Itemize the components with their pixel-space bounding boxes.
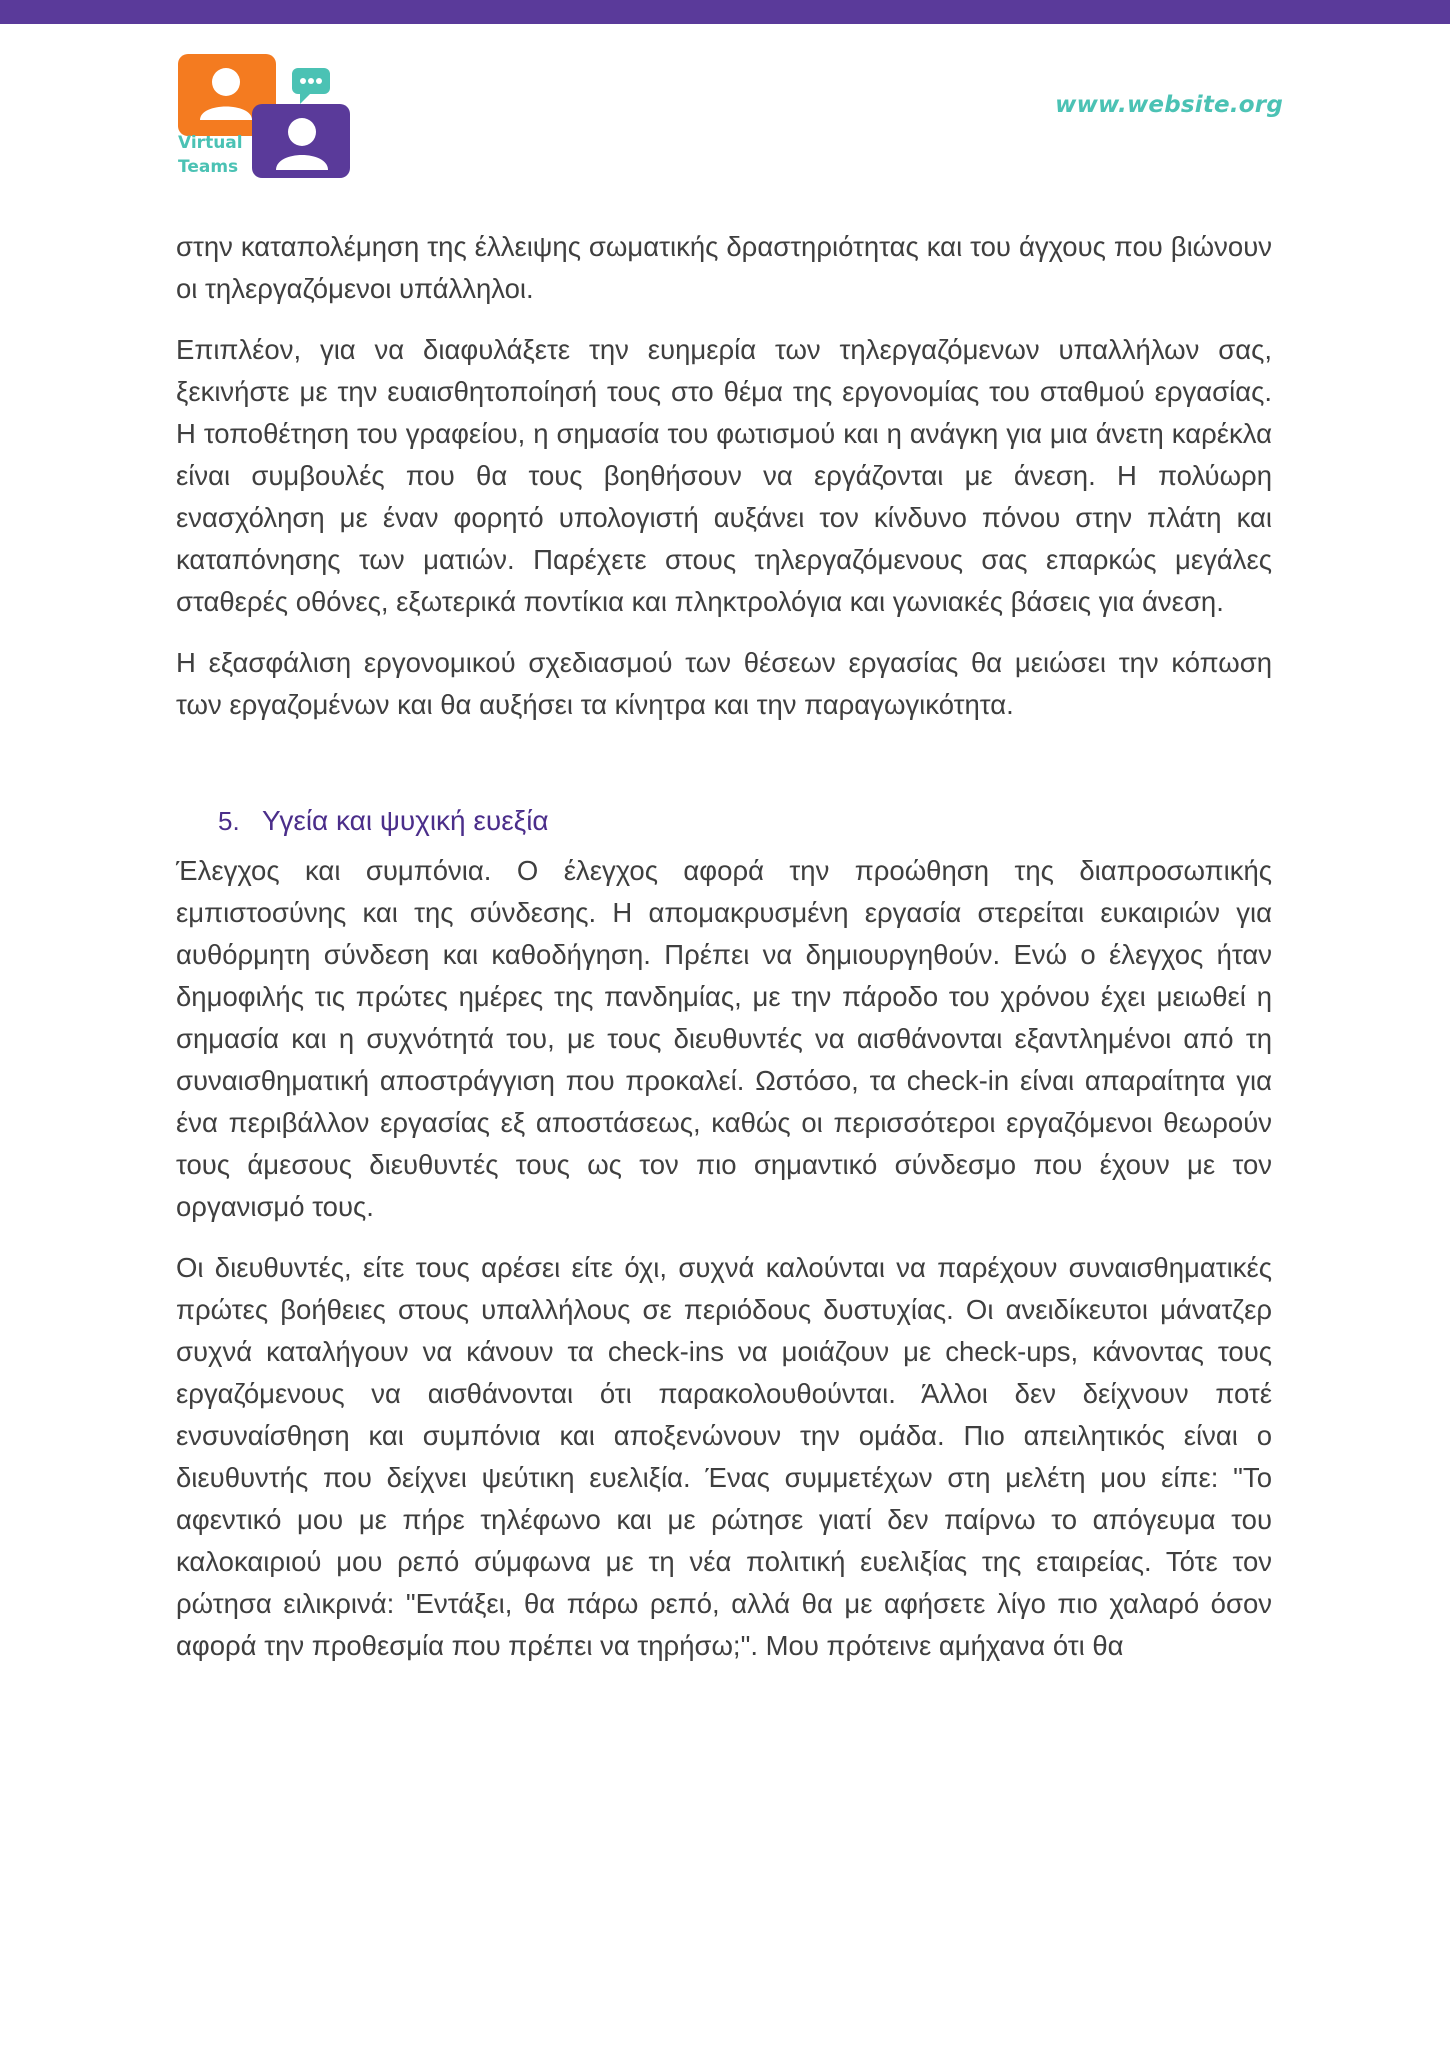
logo-text-virtual: Virtual	[178, 133, 243, 153]
section-title: Υγεία και ψυχική ευεξία	[262, 805, 549, 836]
logo-text-teams: Teams	[178, 157, 239, 177]
top-accent-bar	[0, 0, 1450, 24]
virtual-teams-logo	[176, 52, 356, 182]
paragraph: στην καταπολέμηση της έλλειψης σωματικής δραστηριότητας και του άγχους που βιώνουν οι τηλεργαζόμενοι υπάλληλοι.	[176, 231, 1272, 304]
paragraph: Οι διευθυντές, είτε τους αρέσει είτε όχι, συχνά καλούνται να παρέχουν συναισθηματικές πρώτες βοήθειες στους υπαλλήλους σε περιόδους δυστυχίας. Οι ανειδίκευτοι μάνατζερ συχνά καταλήγουν να κάνουν τα check-ins να μοιάζουν με check-ups, κάνοντας τους εργαζόμενους να αισθάνονται ότι παρακολουθούνται. Άλλοι δεν δείχνουν ποτέ ενσυναίσθηση και συμπόνια και αποξενώνουν την ομάδα. Πιο απειλητικός είναι ο διευθυντής που δείχνει ψεύτικη ευελιξία. Ένας συμμετέχων στη μελέτη μου είπε: "Το αφεντικό μου με πήρε τηλέφωνο και με ρώτησε γιατί δεν παίρνω το απόγευμα του καλοκαιριού μου ρεπό σύμφωνα με τη νέα πολιτική ευελιξίας της εταιρείας. Τότε τον ρώτησα ειλικρινά: "Εντάξει, θα πάρω ρεπό, αλλά θα με αφήσετε λίγο πιο χαλαρό όσον αφορά την προθεσμία που πρέπει να τηρήσω;". Μου πρότεινε αμήχανα ότι θα	[176, 1252, 1272, 1661]
paragraph: Η εξασφάλιση εργονομικού σχεδιασμού των θέσεων εργασίας θα μειώσει την κόπωση των εργαζομένων και θα αυξήσει τα κίνητρα και την παραγωγικότητα.	[176, 647, 1272, 720]
section-number: 5.	[218, 806, 240, 836]
paragraph: Επιπλέον, για να διαφυλάξετε την ευημερία των τηλεργαζόμενων υπαλλήλων σας, ξεκινήστε με την ευαισθητοποίησή τους στο θέμα της εργονομίας του σταθμού εργασίας. Η τοποθέτηση του γραφείου, η σημασία του φωτισμού και η ανάγκη για μια άνετη καρέκλα είναι συμβουλές που θα τους βοηθήσουν να εργάζονται με άνεση. Η πολύωρη ενασχόληση με έναν φορητό υπολογιστή αυξάνει τον κίνδυνο πόνου στην πλάτη και καταπόνησης των ματιών. Παρέχετε στους τηλεργαζόμενους σας επαρκώς μεγάλες σταθερές οθόνες, εξωτερικά ποντίκια και πληκτρολόγια και γωνιακές βάσεις για άνεση.	[176, 334, 1272, 617]
paragraph: Έλεγχος και συμπόνια. Ο έλεγχος αφορά την προώθηση της διαπροσωπικής εμπιστοσύνης και της σύνδεσης. Η απομακρυσμένη εργασία στερείται ευκαιριών για αυθόρμητη σύνδεση και καθοδήγηση. Πρέπει να δημιουργηθούν. Ενώ ο έλεγχος ήταν δημοφιλής τις πρώτες ημέρες της πανδημίας, με την πάροδο του χρόνου έχει μειωθεί η σημασία και η συχνότητά του, με τους διευθυντές να αισθάνονται εξαντλημένοι από τη συναισθηματική αποστράγγιση που προκαλεί. Ωστόσο, τα check-in είναι απαραίτητα για ένα περιβάλλον εργασίας εξ αποστάσεως, καθώς οι περισσότεροι εργαζόμενοι θεωρούν τους άμεσους διευθυντές τους ως τον πιο σημαντικό σύνδεσμο που έχουν με τον οργανισμό τους.	[176, 855, 1272, 1222]
section-heading	[176, 800, 1272, 842]
website-url[interactable]: www.website.org	[1055, 92, 1283, 118]
document-body	[176, 226, 1272, 1686]
